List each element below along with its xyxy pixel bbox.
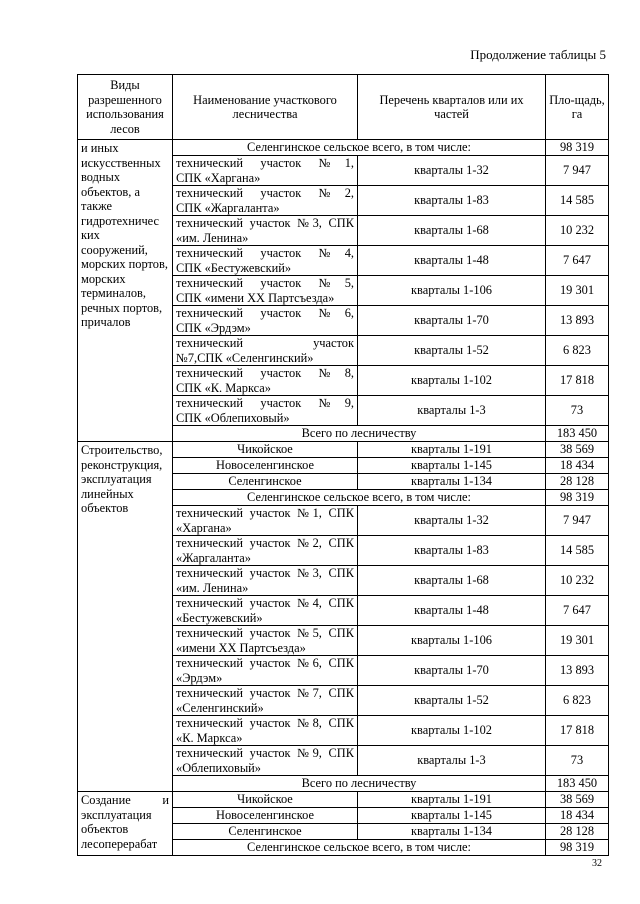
technical-site-name bbox=[173, 156, 358, 186]
area-cell: 98 319 bbox=[546, 140, 609, 156]
subtotal-label: Селенгинское сельское всего, в том числе: bbox=[173, 840, 546, 856]
quarters-cell: кварталы 1-83 bbox=[358, 186, 546, 216]
table-body bbox=[78, 140, 609, 856]
technical-site-name bbox=[173, 396, 358, 426]
technical-site-line1: технический участок №8, СПК bbox=[176, 716, 354, 730]
forestry-name: Селенгинское bbox=[173, 824, 358, 840]
technical-site-name bbox=[173, 656, 358, 686]
quarters-cell: кварталы 1-191 bbox=[358, 442, 546, 458]
technical-site-line2: СПК «Облепиховый» bbox=[176, 410, 290, 425]
area-cell: 10 232 bbox=[546, 566, 609, 596]
technical-site-name bbox=[173, 536, 358, 566]
technical-site-name bbox=[173, 746, 358, 776]
technical-site-line1: технический участок №4, bbox=[176, 246, 354, 260]
page-number: 32 bbox=[592, 858, 602, 869]
technical-site-name bbox=[173, 596, 358, 626]
area-cell: 17 818 bbox=[546, 366, 609, 396]
subtotal-label: Всего по лесничеству bbox=[173, 776, 546, 792]
technical-site-line1: технический участок №2, bbox=[176, 186, 354, 200]
technical-site-line2: «имени XX Партсъезда» bbox=[176, 640, 306, 655]
forest-use-table bbox=[77, 74, 609, 856]
technical-site-line1: технический участок №9, СПК bbox=[176, 746, 354, 760]
technical-site-line2: №7,СПК «Селенгинский» bbox=[176, 350, 314, 365]
technical-site-line2: «Облепиховый» bbox=[176, 760, 262, 775]
technical-site-line2: «им. Ленина» bbox=[176, 580, 249, 595]
area-cell: 6 823 bbox=[546, 686, 609, 716]
forestry-name: Чикойское bbox=[173, 792, 358, 808]
technical-site-line2: СПК «Эрдэм» bbox=[176, 320, 251, 335]
table-continuation-label: Продолжение таблицы 5 bbox=[470, 47, 606, 62]
quarters-cell: кварталы 1-134 bbox=[358, 474, 546, 490]
technical-site-line1: технический участок №6, СПК bbox=[176, 656, 354, 670]
forestry-name: Новоселенгинское bbox=[173, 458, 358, 474]
technical-site-line2: СПК «Харгана» bbox=[176, 170, 261, 185]
technical-site-line1: технический участок №9, bbox=[176, 396, 354, 410]
quarters-cell: кварталы 1-48 bbox=[358, 246, 546, 276]
quarters-cell: кварталы 1-83 bbox=[358, 536, 546, 566]
technical-site-name bbox=[173, 626, 358, 656]
quarters-cell: кварталы 1-68 bbox=[358, 216, 546, 246]
technical-site-name bbox=[173, 186, 358, 216]
quarters-cell: кварталы 1-102 bbox=[358, 366, 546, 396]
forestry-name: Чикойское bbox=[173, 442, 358, 458]
quarters-cell: кварталы 1-145 bbox=[358, 458, 546, 474]
header-forestry-name: Наименование участкового лесничества bbox=[173, 75, 358, 140]
area-cell: 28 128 bbox=[546, 474, 609, 490]
table-header-row bbox=[78, 75, 609, 140]
header-area: Пло-щадь, га bbox=[546, 75, 609, 140]
quarters-cell: кварталы 1-32 bbox=[358, 506, 546, 536]
technical-site-line2: «К. Маркса» bbox=[176, 730, 243, 745]
technical-site-line1: технический участок №8, bbox=[176, 366, 354, 380]
use-type-cell: Создание и эксплуатация объектов лесоперерабат bbox=[78, 792, 173, 856]
area-cell: 7 647 bbox=[546, 596, 609, 626]
area-cell: 10 232 bbox=[546, 216, 609, 246]
area-cell: 17 818 bbox=[546, 716, 609, 746]
technical-site-line1: технический участок №3, СПК bbox=[176, 216, 354, 230]
quarters-cell: кварталы 1-3 bbox=[358, 396, 546, 426]
table-row bbox=[78, 792, 609, 808]
quarters-cell: кварталы 1-52 bbox=[358, 336, 546, 366]
technical-site-line1: технический участок №1, bbox=[176, 156, 354, 170]
quarters-cell: кварталы 1-48 bbox=[358, 596, 546, 626]
technical-site-line2: «Жаргаланта» bbox=[176, 550, 251, 565]
quarters-cell: кварталы 1-191 bbox=[358, 792, 546, 808]
header-quarters: Перечень кварталов или их частей bbox=[358, 75, 546, 140]
technical-site-line1: технический участок №5, bbox=[176, 276, 354, 290]
technical-site-line1: технический участок №4, СПК bbox=[176, 596, 354, 610]
technical-site-name bbox=[173, 336, 358, 366]
area-cell: 98 319 bbox=[546, 490, 609, 506]
area-cell: 73 bbox=[546, 746, 609, 776]
area-cell: 6 823 bbox=[546, 336, 609, 366]
technical-site-line1: технический участок №1, СПК bbox=[176, 506, 354, 520]
quarters-cell: кварталы 1-32 bbox=[358, 156, 546, 186]
technical-site-name bbox=[173, 716, 358, 746]
quarters-cell: кварталы 1-52 bbox=[358, 686, 546, 716]
quarters-cell: кварталы 1-145 bbox=[358, 808, 546, 824]
area-cell: 7 647 bbox=[546, 246, 609, 276]
area-cell: 19 301 bbox=[546, 626, 609, 656]
technical-site-line1: технический участок №3, СПК bbox=[176, 566, 354, 580]
area-cell: 183 450 bbox=[546, 776, 609, 792]
technical-site-line2: «им. Ленина» bbox=[176, 230, 249, 245]
subtotal-label: Селенгинское сельское всего, в том числе: bbox=[173, 490, 546, 506]
technical-site-name bbox=[173, 276, 358, 306]
area-cell: 38 569 bbox=[546, 792, 609, 808]
quarters-cell: кварталы 1-102 bbox=[358, 716, 546, 746]
technical-site-line2: СПК «Бестужевский» bbox=[176, 260, 292, 275]
quarters-cell: кварталы 1-106 bbox=[358, 626, 546, 656]
area-cell: 13 893 bbox=[546, 306, 609, 336]
forestry-name: Новоселенгинское bbox=[173, 808, 358, 824]
quarters-cell: кварталы 1-70 bbox=[358, 306, 546, 336]
technical-site-name bbox=[173, 566, 358, 596]
area-cell: 7 947 bbox=[546, 156, 609, 186]
area-cell: 28 128 bbox=[546, 824, 609, 840]
technical-site-line1: технический участок bbox=[176, 336, 354, 350]
technical-site-line2: СПК «имени XX Партсъезда» bbox=[176, 290, 335, 305]
header-use-type: Виды разрешенного использования лесов bbox=[78, 75, 173, 140]
technical-site-line1: технический участок №5, СПК bbox=[176, 626, 354, 640]
area-cell: 98 319 bbox=[546, 840, 609, 856]
area-cell: 18 434 bbox=[546, 808, 609, 824]
quarters-cell: кварталы 1-3 bbox=[358, 746, 546, 776]
table-row bbox=[78, 140, 609, 156]
technical-site-line2: «Харгана» bbox=[176, 520, 232, 535]
technical-site-line2: СПК «К. Маркса» bbox=[176, 380, 271, 395]
use-type-cell: Строительство, реконструкция, эксплуатация линейных объектов bbox=[78, 442, 173, 792]
quarters-cell: кварталы 1-106 bbox=[358, 276, 546, 306]
technical-site-line2: «Селенгинский» bbox=[176, 700, 264, 715]
area-cell: 183 450 bbox=[546, 426, 609, 442]
area-cell: 14 585 bbox=[546, 536, 609, 566]
quarters-cell: кварталы 1-70 bbox=[358, 656, 546, 686]
table-row bbox=[78, 442, 609, 458]
subtotal-label: Селенгинское сельское всего, в том числе: bbox=[173, 140, 546, 156]
area-cell: 7 947 bbox=[546, 506, 609, 536]
technical-site-line2: СПК «Жаргаланта» bbox=[176, 200, 280, 215]
technical-site-name bbox=[173, 686, 358, 716]
use-type-cell: и иных искусственных водных объектов, а также гидротехничес ких сооружений, морских портов, морских терминалов, речных портов, причалов bbox=[78, 140, 173, 442]
forestry-name: Селенгинское bbox=[173, 474, 358, 490]
technical-site-name bbox=[173, 216, 358, 246]
technical-site-line2: «Эрдэм» bbox=[176, 670, 223, 685]
technical-site-line1: технический участок №6, bbox=[176, 306, 354, 320]
quarters-cell: кварталы 1-134 bbox=[358, 824, 546, 840]
quarters-cell: кварталы 1-68 bbox=[358, 566, 546, 596]
technical-site-name bbox=[173, 366, 358, 396]
area-cell: 19 301 bbox=[546, 276, 609, 306]
area-cell: 38 569 bbox=[546, 442, 609, 458]
subtotal-label: Всего по лесничеству bbox=[173, 426, 546, 442]
area-cell: 73 bbox=[546, 396, 609, 426]
area-cell: 14 585 bbox=[546, 186, 609, 216]
technical-site-name bbox=[173, 506, 358, 536]
technical-site-line1: технический участок №2, СПК bbox=[176, 536, 354, 550]
technical-site-line2: «Бестужевский» bbox=[176, 610, 263, 625]
technical-site-line1: технический участок №7, СПК bbox=[176, 686, 354, 700]
technical-site-name bbox=[173, 306, 358, 336]
technical-site-name bbox=[173, 246, 358, 276]
area-cell: 18 434 bbox=[546, 458, 609, 474]
area-cell: 13 893 bbox=[546, 656, 609, 686]
